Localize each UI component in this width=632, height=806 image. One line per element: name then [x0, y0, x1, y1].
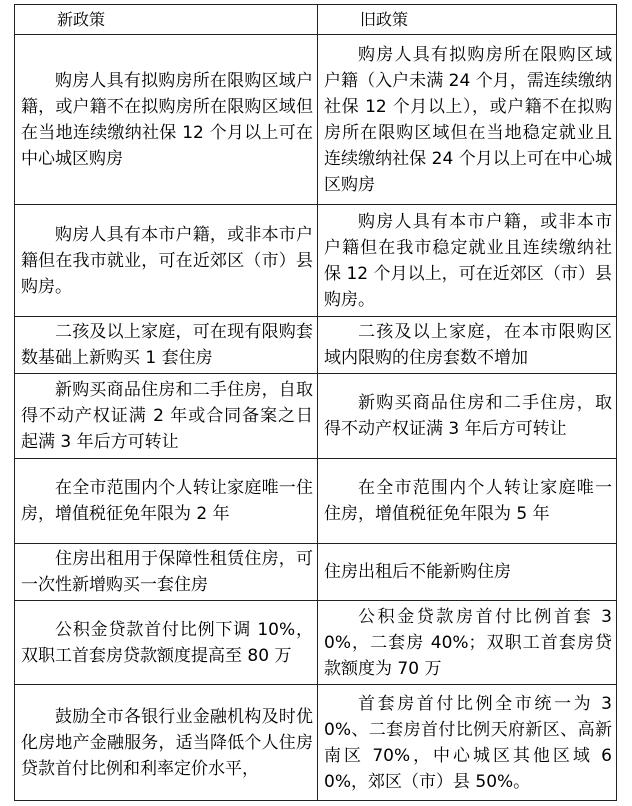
table-row: [15, 205, 617, 317]
table-row: [15, 374, 617, 459]
table-row: [15, 35, 617, 205]
old-policy-cell: 二孩及以上家庭，在本市限购区域内限购的住房套数不增加: [318, 317, 617, 374]
old-policy-cell: 公积金贷款房首付比例首套 30%，二套房 40%；双职工首套房贷款额度为 70 万: [318, 601, 617, 685]
new-policy-cell: 在全市范围内个人转让家庭唯一住房，增值税征免年限为 2 年: [15, 459, 318, 544]
new-policy-cell: 新购买商品住房和二手住房，自取得不动产权证满 2 年或合同备案之日起满 3 年后方可转让: [15, 374, 318, 459]
table-row: [15, 544, 617, 601]
policy-comparison-table: [14, 4, 617, 801]
table-header-row: [15, 5, 617, 35]
old-policy-cell: 购房人具有拟购房所在限购区域户籍（入户未满 24 个月，需连续缴纳社保 12 个月以上），或户籍不在拟购房所在限购区域但在当地稳定就业且连续缴纳社保 24 个月以上可在中心城区购房: [318, 35, 617, 205]
table-row: [15, 601, 617, 685]
policy-document: [14, 4, 616, 801]
old-policy-cell: 购房人具有本市户籍，或非本市户籍但在我市稳定就业且连续缴纳社保 12 个月以上，可在近郊区（市）县购房。: [318, 205, 617, 317]
new-policy-cell: 二孩及以上家庭，可在现有限购套数基础上新购买 1 套住房: [15, 317, 318, 374]
header-new-policy: 新政策: [15, 5, 318, 35]
old-policy-cell: 首套房首付比例全市统一为 30%、二套房首付比例天府新区、高新南区 70%，中心城区其他区域 60%，郊区（市）县 50%。: [318, 685, 617, 801]
table-row: [15, 317, 617, 374]
table-row: [15, 685, 617, 801]
new-policy-cell: 购房人具有拟购房所在限购区域户籍，或户籍不在拟购房所在限购区域但在当地连续缴纳社保 12 个月以上可在中心城区购房: [15, 35, 318, 205]
old-policy-cell: 在全市范围内个人转让家庭唯一住房，增值税征免年限为 5 年: [318, 459, 617, 544]
old-policy-cell: 新购买商品住房和二手住房，取得不动产权证满 3 年后方可转让: [318, 374, 617, 459]
new-policy-cell: 鼓励全市各银行业金融机构及时优化房地产金融服务，适当降低个人住房贷款首付比例和利率定价水平，: [15, 685, 318, 801]
table-row: [15, 459, 617, 544]
new-policy-cell: 住房出租用于保障性租赁住房，可一次性新增购买一套住房: [15, 544, 318, 601]
new-policy-cell: 购房人具有本市户籍，或非本市户籍但在我市就业，可在近郊区（市）县购房。: [15, 205, 318, 317]
header-old-policy: 旧政策: [318, 5, 617, 35]
new-policy-cell: 公积金贷款首付比例下调 10%，双职工首套房贷款额度提高至 80 万: [15, 601, 318, 685]
old-policy-cell: 住房出租后不能新购住房: [318, 544, 617, 601]
